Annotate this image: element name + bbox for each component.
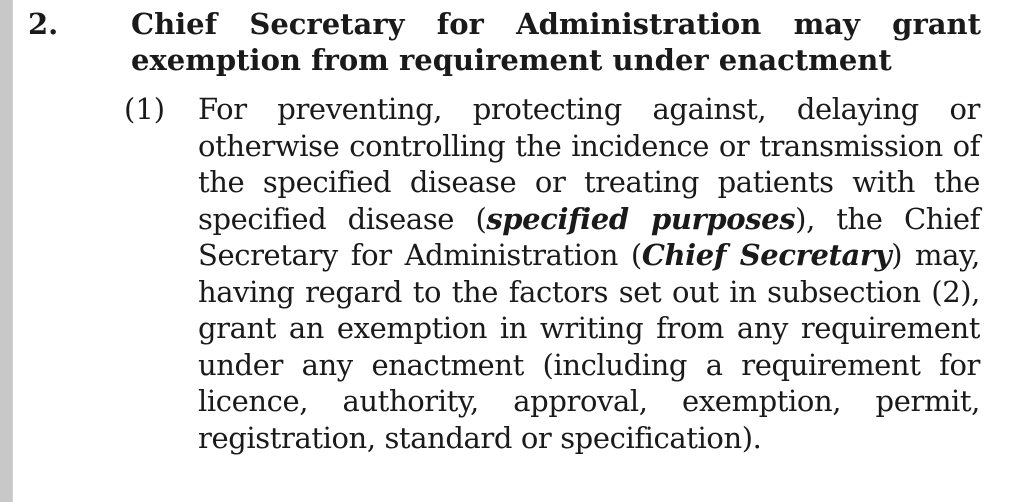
defined-term-chief-secretary: Chief Secretary <box>641 238 892 272</box>
subsection-text-part-3: ) may, having regard to the factors set out in subsection (2), grant an exemption in writing from any requirement under any enactment (including a requirement for licence, authority, approval, exemption, permit, registration, standard or specification). <box>198 238 980 455</box>
section-heading: Chief Secretary for Administration may grant exemption from requirement under enactment <box>131 7 981 77</box>
subsection-number: (1) <box>124 92 166 126</box>
section-number: 2. <box>28 7 59 41</box>
defined-term-specified-purposes: specified purposes <box>486 201 796 236</box>
subsection-text-part-1: For preventing, protecting against, delaying or otherwise controlling the incidence or transmission of the specified disease or treating patients with the specified disease ( <box>198 92 980 236</box>
subsection-body <box>198 91 980 456</box>
document-page <box>12 0 1024 502</box>
subsection-text-part-2: ), the Chief Secretary for Administration ( <box>198 201 980 272</box>
